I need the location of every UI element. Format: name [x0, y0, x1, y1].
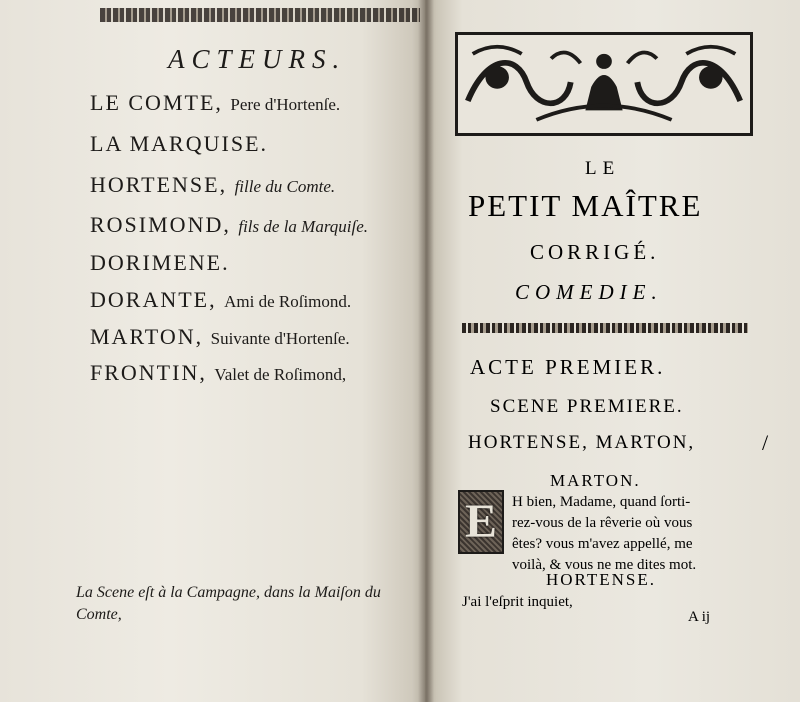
- actor-line: [90, 131, 268, 157]
- speaker-hortense: HORTENSE.: [546, 570, 657, 589]
- actor-line: [90, 212, 368, 238]
- signature-mark: A ij: [688, 609, 711, 625]
- headpiece-ornament-icon: [458, 35, 750, 133]
- margin-mark: /: [762, 430, 769, 455]
- actor-name: DORIMENE.: [90, 250, 230, 275]
- actor-line: [90, 250, 230, 276]
- actor-line: [90, 360, 346, 386]
- dropcap-letter: E: [464, 495, 497, 548]
- actor-name: ROSIMOND,: [90, 212, 231, 237]
- actor-line: [90, 90, 340, 116]
- actor-role: fils de la Marquiſe.: [238, 217, 369, 236]
- actor-role: Suivante d'Hortenſe.: [210, 329, 350, 348]
- reply-line: J'ai l'eſprit inquiet,: [462, 594, 573, 610]
- actor-role: fille du Comte.: [234, 177, 336, 196]
- dropcap-initial: [458, 490, 504, 554]
- ornamental-headpiece: [455, 32, 753, 136]
- actor-name: LE COMTE,: [90, 90, 223, 115]
- actor-name: MARTON,: [90, 324, 204, 349]
- actor-role: Pere d'Hortenſe.: [230, 95, 341, 114]
- title-corrige: CORRIGÉ.: [530, 240, 660, 264]
- actor-line: [90, 287, 351, 313]
- scene-note: La Scene eſt à la Campagne, dans la Maiſon du Comte,: [76, 584, 381, 623]
- actor-line: [90, 324, 350, 350]
- speaker-marton: MARTON.: [550, 471, 641, 490]
- dialogue-line: rez-vous de la rêverie où vous: [512, 515, 693, 531]
- actor-role: Valet de Roſimond,: [214, 365, 347, 384]
- actor-name: FRONTIN,: [90, 360, 207, 385]
- ornament-rule: [462, 323, 748, 333]
- title-le: LE: [585, 158, 621, 179]
- actor-line: [90, 172, 335, 198]
- actor-name: HORTENSE,: [90, 172, 228, 197]
- title-main: PETIT MAÎTRE: [468, 188, 703, 223]
- scene-characters: HORTENSE, MARTON,: [468, 432, 696, 453]
- book-gutter: [418, 0, 434, 702]
- dialogue-line: êtes? vous m'avez appellé, me: [512, 536, 693, 552]
- actor-name: LA MARQUISE.: [90, 131, 269, 156]
- top-ornament-band: [100, 8, 420, 22]
- actor-name: DORANTE,: [90, 287, 217, 312]
- dialogue-line: H bien, Madame, quand ſorti-: [512, 494, 691, 510]
- dialogue-line: voilà, & vous ne me dites mot.: [512, 557, 697, 573]
- title-comedie: COMEDIE.: [515, 280, 663, 304]
- acteurs-heading: ACTEURS.: [168, 44, 347, 74]
- actor-role: Ami de Roſimond.: [224, 292, 352, 311]
- scene-heading: SCENE PREMIERE.: [490, 396, 684, 417]
- acte-heading: ACTE PREMIER.: [470, 355, 666, 379]
